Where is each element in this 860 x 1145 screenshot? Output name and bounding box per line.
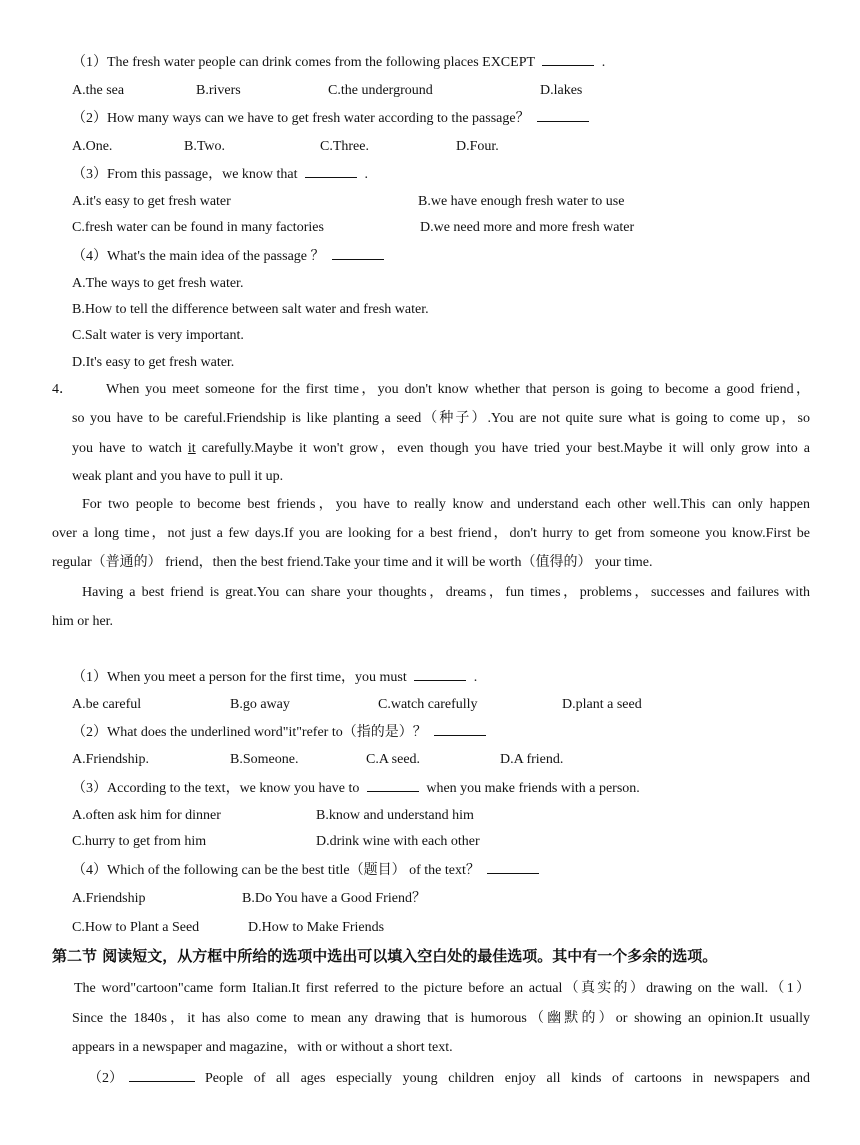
q4-q3-option-a: A.often ask him for dinner <box>72 808 221 823</box>
q3-q3-option-d: D.we need more and more fresh water <box>420 220 635 235</box>
q4-q1-option-b: B.go away <box>230 697 290 712</box>
passage-line: so you have to be careful.Friendship is like planting a seed（种子）.You are not quite sure what is going to come up，so <box>72 411 810 426</box>
q4-q1-option-a: A.be careful <box>72 697 142 712</box>
q4-q3-option-d: D.drink wine with each other <box>316 834 480 849</box>
answer-blank[interactable] <box>434 723 486 736</box>
q3-q4-option-d: D.It's easy to get fresh water. <box>72 355 235 370</box>
passage-line: over a long time，not just a few days.If you are looking for a best friend，don't hurry to get from someone you know.First be <box>52 526 810 541</box>
q4-question-4: （4）Which of the following can be the best title（题目） of the text？ <box>72 861 543 880</box>
passage-line: Since the 1840s，it has also come to mean any drawing that is humorous（幽默的）or showing an opinion.It usually <box>72 1011 810 1026</box>
answer-blank[interactable] <box>305 165 357 178</box>
section-heading: 第二节 阅读短文，从方框中所给的选项中选出可以填入空白处的最佳选项。其中有一个多余的选项。 <box>52 947 718 965</box>
passage-line: you have to watch it carefully.Maybe it won't grow，even though you have tried your best.Maybe it will only grow into a <box>72 441 810 456</box>
q4-q3-option-b: B.know and understand him <box>316 808 474 823</box>
q3-q2-option-a: A.One. <box>72 139 113 154</box>
q4-q4-option-a: A.Friendship <box>72 891 146 906</box>
underlined-word: it <box>187 441 196 456</box>
q3-q3-option-b: B.we have enough fresh water to use <box>418 194 625 209</box>
q3-q3-option-c: C.fresh water can be found in many factories <box>72 220 324 235</box>
answer-blank[interactable] <box>129 1069 195 1082</box>
q3-q1-option-c: C.the underground <box>328 83 433 98</box>
q3-q2-option-d: D.Four. <box>456 139 499 154</box>
q4-q2-option-b: B.Someone. <box>230 752 299 767</box>
answer-blank[interactable] <box>367 779 419 792</box>
q3-question-2: （2）How many ways can we have to get fresh water according to the passage？ <box>72 109 593 128</box>
passage-line: Having a best friend is great.You can share your thoughts，dreams，fun times，problems，successes and failures with <box>82 585 810 600</box>
q3-q4-option-b: B.How to tell the difference between salt water and fresh water. <box>72 302 429 317</box>
passage-line: weak plant and you have to pull it up. <box>72 469 284 484</box>
q4-q2-option-d: D.A friend. <box>500 752 564 767</box>
q3-q1-option-a: A.the sea <box>72 83 125 98</box>
answer-blank[interactable] <box>414 668 466 681</box>
passage-line: The word"cartoon"came form Italian.It first referred to the picture before an actual（真实的）drawing on the wall.（1） <box>74 981 810 996</box>
q4-question-2: （2）What does the underlined word"it"refer to（指的是）？ <box>72 723 490 742</box>
q3-question-3: （3）From this passage，we know that . <box>72 167 369 182</box>
answer-blank[interactable] <box>487 861 539 874</box>
q4-q1-option-c: C.watch carefully <box>378 697 478 712</box>
q4-question-1: （1）When you meet a person for the first time，you must . <box>72 670 478 685</box>
q3-q2-option-b: B.Two. <box>184 139 226 154</box>
passage-line: regular（普通的） friend，then the best friend.Take your time and it will be worth（值得的） your time. <box>52 555 653 570</box>
q4-q1-option-d: D.plant a seed <box>562 697 642 712</box>
passage-line: him or her. <box>52 614 114 629</box>
q3-q4-option-c: C.Salt water is very important. <box>72 328 244 343</box>
passage-line: appears in a newspaper and magazine，with or without a short text. <box>72 1040 453 1055</box>
q4-q4-option-d: D.How to Make Friends <box>248 920 385 935</box>
answer-blank[interactable] <box>332 247 384 260</box>
q4-q2-option-a: A.Friendship. <box>72 752 149 767</box>
passage-line: For two people to become best friends，you have to really know and understand each other well.This can only happen <box>82 497 810 512</box>
q3-q1-option-b: B.rivers <box>196 83 241 98</box>
q4-question-3: （3）According to the text，we know you have to when you make friends with a person. <box>72 781 640 796</box>
q3-question-1: （1）The fresh water people can drink comes from the following places EXCEPT . <box>72 55 606 70</box>
answer-blank[interactable] <box>542 53 594 66</box>
q4-q4-option-c: C.How to Plant a Seed <box>72 920 200 935</box>
q3-q2-option-c: C.Three. <box>320 139 369 154</box>
q3-question-4: （4）What's the main idea of the passage ？ <box>72 247 388 266</box>
q3-q4-option-a: A.The ways to get fresh water. <box>72 276 244 291</box>
q4-q3-option-c: C.hurry to get from him <box>72 834 207 849</box>
question-number: 4． <box>52 382 73 397</box>
answer-blank[interactable] <box>537 109 589 122</box>
q4-q2-option-c: C.A seed. <box>366 752 421 767</box>
q3-q3-option-a: A.it's easy to get fresh water <box>72 194 231 209</box>
passage-line: （2） People of all ages especially young children enjoy all kinds of cartoons in newspapers and <box>88 1071 810 1086</box>
passage-line: When you meet someone for the first time，you don't know whether that person is going to become a good friend， <box>106 382 810 397</box>
q3-q1-option-d: D.lakes <box>540 83 583 98</box>
q4-q4-option-b: B.Do You have a Good Friend？ <box>242 891 426 906</box>
